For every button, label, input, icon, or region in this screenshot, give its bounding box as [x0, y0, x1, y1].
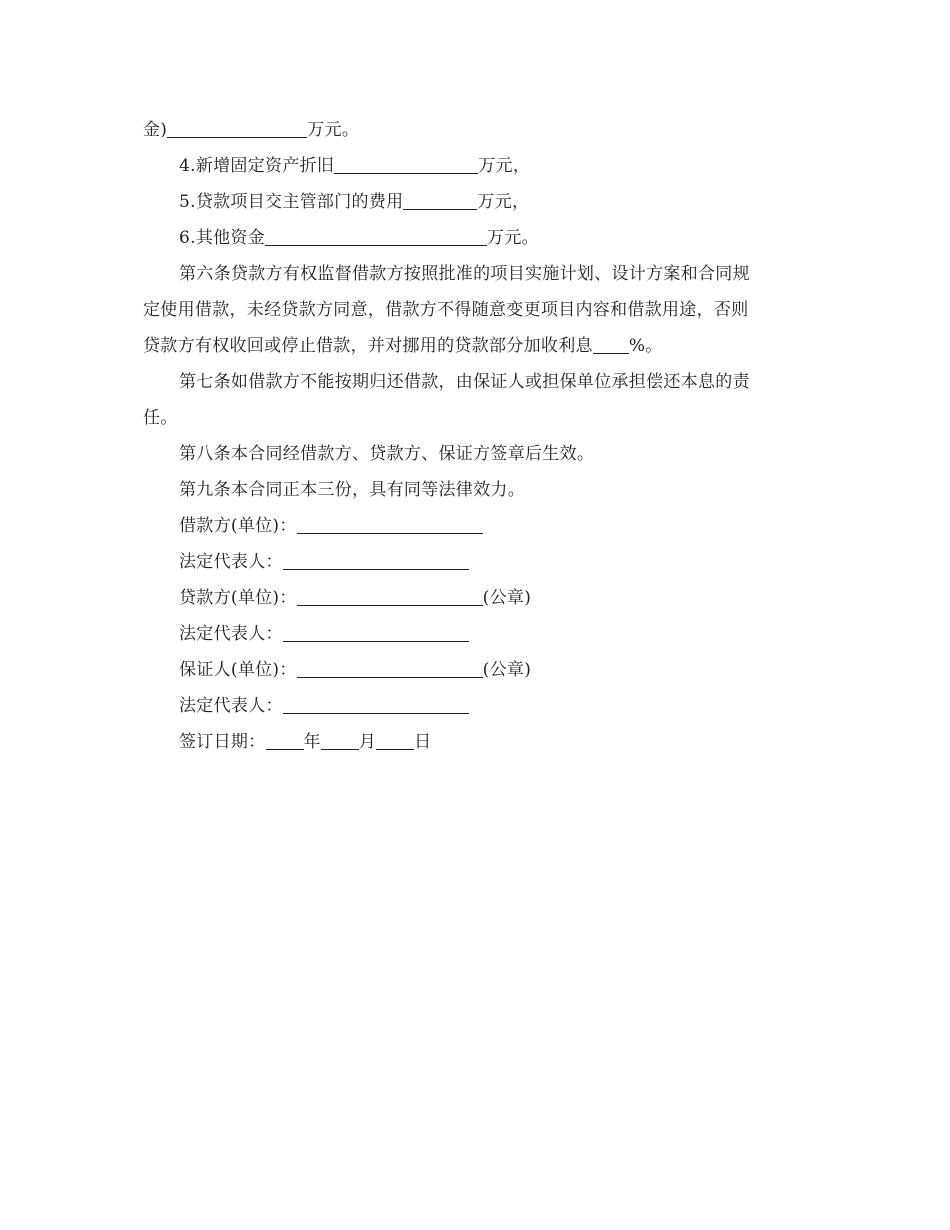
representative-label: 法定代表人： [179, 696, 283, 716]
representative-label: 法定代表人： [179, 552, 283, 572]
item-3-text: 金) [143, 120, 168, 140]
amount-blank [265, 225, 487, 246]
signing-date [143, 724, 798, 760]
year-blank [266, 729, 304, 750]
article-7-line-2: 任。 [143, 408, 178, 428]
signature-blank [297, 513, 483, 534]
amount-blank [167, 117, 307, 138]
day-blank [376, 729, 414, 750]
article-6-line-3 [143, 328, 798, 364]
interest-blank [593, 333, 629, 354]
item-5-text: 5.贷款项目交主管部门的费用 [179, 192, 404, 212]
guarantor-signature [143, 652, 798, 688]
item-4 [143, 148, 798, 184]
article-7-line-1: 第七条如借款方不能按期归还借款，由保证人或担保单位承担偿还本息的责 [179, 372, 750, 392]
lender-label: 贷款方(单位)： [179, 588, 297, 608]
signature-blank [297, 585, 483, 606]
article-8: 第八条本合同经借款方、贷款方、保证方签章后生效。 [179, 444, 595, 464]
unit-text: 万元。 [487, 228, 539, 248]
signature-blank [297, 657, 483, 678]
month-blank [321, 729, 359, 750]
year-text: 年 [303, 732, 321, 752]
guarantor-label: 保证人(单位)： [179, 660, 297, 680]
item-6 [143, 220, 798, 256]
borrower-signature [143, 508, 798, 544]
amount-blank [334, 153, 478, 174]
guarantor-representative [143, 688, 798, 724]
seal-text: (公章) [482, 660, 532, 680]
borrower-representative [143, 544, 798, 580]
article-6-line-2: 定使用借款，未经贷款方同意，借款方不得随意变更项目内容和借款用途，否则 [143, 300, 749, 320]
lender-signature [143, 580, 798, 616]
item-5 [143, 184, 798, 220]
lender-representative [143, 616, 798, 652]
signature-blank [283, 621, 469, 642]
signature-blank [283, 693, 469, 714]
item-4-text: 4.新增固定资产折旧 [179, 156, 335, 176]
unit-text: 万元。 [307, 120, 360, 140]
representative-label: 法定代表人： [179, 624, 283, 644]
item-3-continuation [143, 112, 798, 148]
article-9: 第九条本合同正本三份，具有同等法律效力。 [179, 480, 525, 500]
seal-text: (公章) [482, 588, 532, 608]
unit-text: 万元， [478, 156, 531, 176]
article-6-text: 贷款方有权收回或停止借款，并对挪用的贷款部分加收利息 [143, 336, 593, 356]
percent-text: %。 [628, 336, 663, 356]
borrower-label: 借款方(单位)： [179, 516, 297, 536]
article-6-line-1: 第六条贷款方有权监督借款方按照批准的项目实施计划、设计方案和合同规 [179, 264, 750, 284]
document-page [143, 112, 798, 760]
item-6-text: 6.其他资金 [179, 228, 266, 248]
day-text: 日 [414, 732, 432, 752]
date-label: 签订日期： [179, 732, 266, 752]
signature-blank [283, 549, 469, 570]
month-text: 月 [358, 732, 377, 752]
amount-blank [403, 189, 477, 210]
unit-text: 万元， [477, 192, 530, 212]
